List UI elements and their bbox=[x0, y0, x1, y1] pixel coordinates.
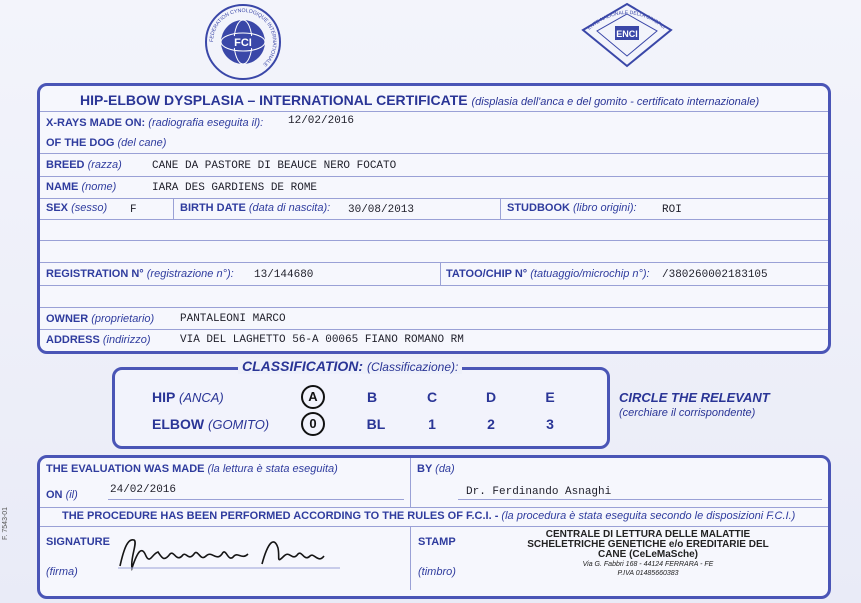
hip-label: HIP (ANCA) bbox=[152, 389, 224, 405]
enci-ring-text: ENTE NAZIONALE DELLA CINOFILI bbox=[586, 9, 667, 32]
elbow-grade-1[interactable]: 1 bbox=[428, 416, 436, 432]
hip-grade-c[interactable]: C bbox=[426, 389, 438, 405]
circle-relevant-note: CIRCLE THE RELEVANT (cerchiare il corrispondente) bbox=[619, 390, 770, 419]
breed-value: CANE DA PASTORE DI BEAUCE NERO FOCATO bbox=[152, 160, 397, 172]
fci-ring-text: FEDERATION CYNOLOGIQUE INTERNATIONALE bbox=[208, 7, 278, 68]
sex-label: SEX (sesso) bbox=[46, 202, 108, 214]
evaluation-by-value: Dr. Ferdinando Asnaghi bbox=[466, 486, 612, 498]
procedure-text: THE PROCEDURE HAS BEEN PERFORMED ACCORDING TO THE RULES OF F.C.I. - (la procedura è stata eseguita secondo le disposizioni F.C.I.) bbox=[62, 510, 796, 522]
form-code: F. 7543-01 bbox=[2, 506, 9, 540]
hip-grade-b[interactable]: B bbox=[366, 389, 378, 405]
of-dog-label: OF THE DOG (del cane) bbox=[46, 137, 167, 149]
studbook-value: ROI bbox=[662, 204, 682, 216]
elbow-grade-3[interactable]: 3 bbox=[546, 416, 554, 432]
fci-logo bbox=[203, 2, 283, 82]
owner-value: PANTALEONI MARCO bbox=[180, 313, 286, 325]
registration-value: 13/144680 bbox=[254, 269, 314, 281]
signature-label: SIGNATURE bbox=[46, 536, 110, 548]
xrays-value: 12/02/2016 bbox=[288, 115, 355, 127]
birth-date-label: BIRTH DATE (data di nascita): bbox=[180, 202, 331, 214]
registration-label: REGISTRATION N° (registrazione n°): bbox=[46, 268, 234, 280]
centre-stamp: CENTRALE DI LETTURA DELLE MALATTIE SCHELETRICHE GENETICHE e/o EREDITARIE DEL CANE (CeLeMaSche) Via G. Fabbri 168 - 44124 FERRARA - FE P.IVA 01485660383 bbox=[527, 529, 769, 577]
evaluation-by-label: BY (da) bbox=[417, 463, 455, 475]
enci-logo bbox=[577, 0, 677, 70]
hip-grade-a[interactable]: A bbox=[298, 385, 328, 409]
elbow-label: ELBOW (GOMITO) bbox=[152, 416, 270, 432]
evaluation-on-label: ON (il) bbox=[46, 489, 78, 501]
name-label: NAME (nome) bbox=[46, 181, 117, 193]
sex-value: F bbox=[130, 204, 137, 216]
xrays-label: X-RAYS MADE ON: (radiografia eseguita il): bbox=[46, 117, 264, 129]
evaluation-on-value: 24/02/2016 bbox=[110, 484, 177, 496]
elbow-grade-2[interactable]: 2 bbox=[487, 416, 495, 432]
address-label: ADDRESS (indirizzo) bbox=[46, 334, 151, 346]
evaluation-made-label: THE EVALUATION WAS MADE (la lettura è stata eseguita) bbox=[46, 463, 338, 475]
elbow-grade-bl[interactable]: BL bbox=[366, 416, 386, 432]
fci-center-text: FCI bbox=[234, 37, 252, 49]
classification-title: CLASSIFICATION: (Classificazione): bbox=[238, 358, 462, 374]
tatoo-label: TATOO/CHIP N° (tatuaggio/microchip n°): bbox=[446, 268, 650, 280]
elbow-grade-0[interactable]: 0 bbox=[298, 412, 328, 436]
birth-date-value: 30/08/2013 bbox=[348, 204, 415, 216]
stamp-label: STAMP bbox=[418, 536, 456, 548]
name-value: IARA DES GARDIENS DE ROME bbox=[152, 182, 318, 194]
address-value: VIA DEL LAGHETTO 56-A 00065 FIANO ROMANO RM bbox=[180, 334, 464, 346]
certificate-title: HIP-ELBOW DYSPLASIA – INTERNATIONAL CERTIFICATE (displasia dell'anca e del gomito - certificato internazionale) bbox=[80, 92, 760, 108]
classification-box bbox=[112, 367, 610, 449]
hip-grade-d[interactable]: D bbox=[485, 389, 497, 405]
studbook-label: STUDBOOK (libro origini): bbox=[507, 202, 637, 214]
signature-label-it: (firma) bbox=[46, 566, 78, 578]
breed-label: BREED (razza) bbox=[46, 159, 122, 171]
enci-center-text: ENCI bbox=[616, 29, 638, 39]
tatoo-value: /380260002183105 bbox=[662, 269, 768, 281]
stamp-label-it: (timbro) bbox=[418, 566, 456, 578]
owner-label: OWNER (proprietario) bbox=[46, 313, 155, 325]
hip-grade-e[interactable]: E bbox=[545, 389, 555, 405]
handwritten-signature bbox=[112, 528, 342, 578]
